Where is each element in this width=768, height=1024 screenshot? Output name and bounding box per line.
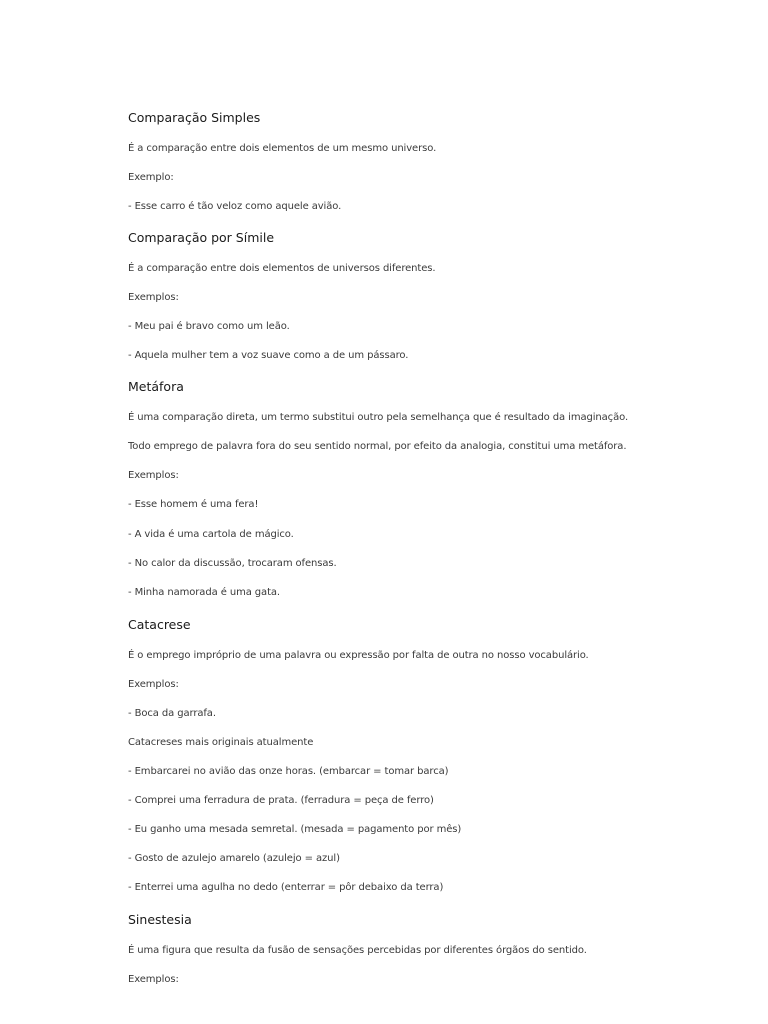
paragraph: Exemplos: [128, 470, 179, 481]
paragraph: - Eu ganho uma mesada semretal. (mesada = pagamento por mês) [128, 824, 462, 835]
paragraph: - A vida é uma cartola de mágico. [128, 529, 294, 540]
paragraph: - Enterrei uma agulha no dedo (enterrar = pôr debaixo da terra) [128, 882, 444, 893]
paragraph: - Boca da garrafa. [128, 708, 216, 719]
paragraph: Todo emprego de palavra fora do seu sentido normal, por efeito da analogia, constitui uma metáfora. [128, 441, 627, 452]
section-heading: Catacrese [128, 617, 191, 632]
paragraph: É uma comparação direta, um termo substitui outro pela semelhança que é resultado da imaginação. [128, 412, 629, 423]
paragraph: Catacreses mais originais atualmente [128, 737, 314, 748]
paragraph: - Esse carro é tão veloz como aquele avião. [128, 201, 342, 212]
paragraph: - Aquela mulher tem a voz suave como a de um pássaro. [128, 350, 409, 361]
paragraph: - Gosto de azulejo amarelo (azulejo = azul) [128, 853, 340, 864]
paragraph: Exemplos: [128, 679, 179, 690]
paragraph: Exemplos: [128, 974, 179, 985]
paragraph: - Esse homem é uma fera! [128, 499, 259, 510]
paragraph: É a comparação entre dois elementos de universos diferentes. [128, 263, 436, 274]
paragraph: - Minha namorada é uma gata. [128, 587, 281, 598]
paragraph: Exemplos: [128, 292, 179, 303]
paragraph: É uma figura que resulta da fusão de sensações percebidas por diferentes órgãos do sentido. [128, 945, 587, 956]
section-heading: Metáfora [128, 379, 184, 394]
section-heading: Sinestesia [128, 912, 192, 927]
paragraph: - Comprei uma ferradura de prata. (ferradura = peça de ferro) [128, 795, 434, 806]
paragraph: - Meu pai é bravo como um leão. [128, 321, 290, 332]
paragraph: É o emprego impróprio de uma palavra ou expressão por falta de outra no nosso vocabulário. [128, 650, 589, 661]
section-heading: Comparação por Símile [128, 230, 275, 245]
paragraph: - Embarcarei no avião das onze horas. (embarcar = tomar barca) [128, 766, 449, 777]
paragraph: - No calor da discussão, trocaram ofensas. [128, 558, 337, 569]
paragraph: É a comparação entre dois elementos de um mesmo universo. [128, 143, 437, 154]
section-heading: Comparação Simples [128, 110, 261, 125]
paragraph: Exemplo: [128, 172, 174, 183]
